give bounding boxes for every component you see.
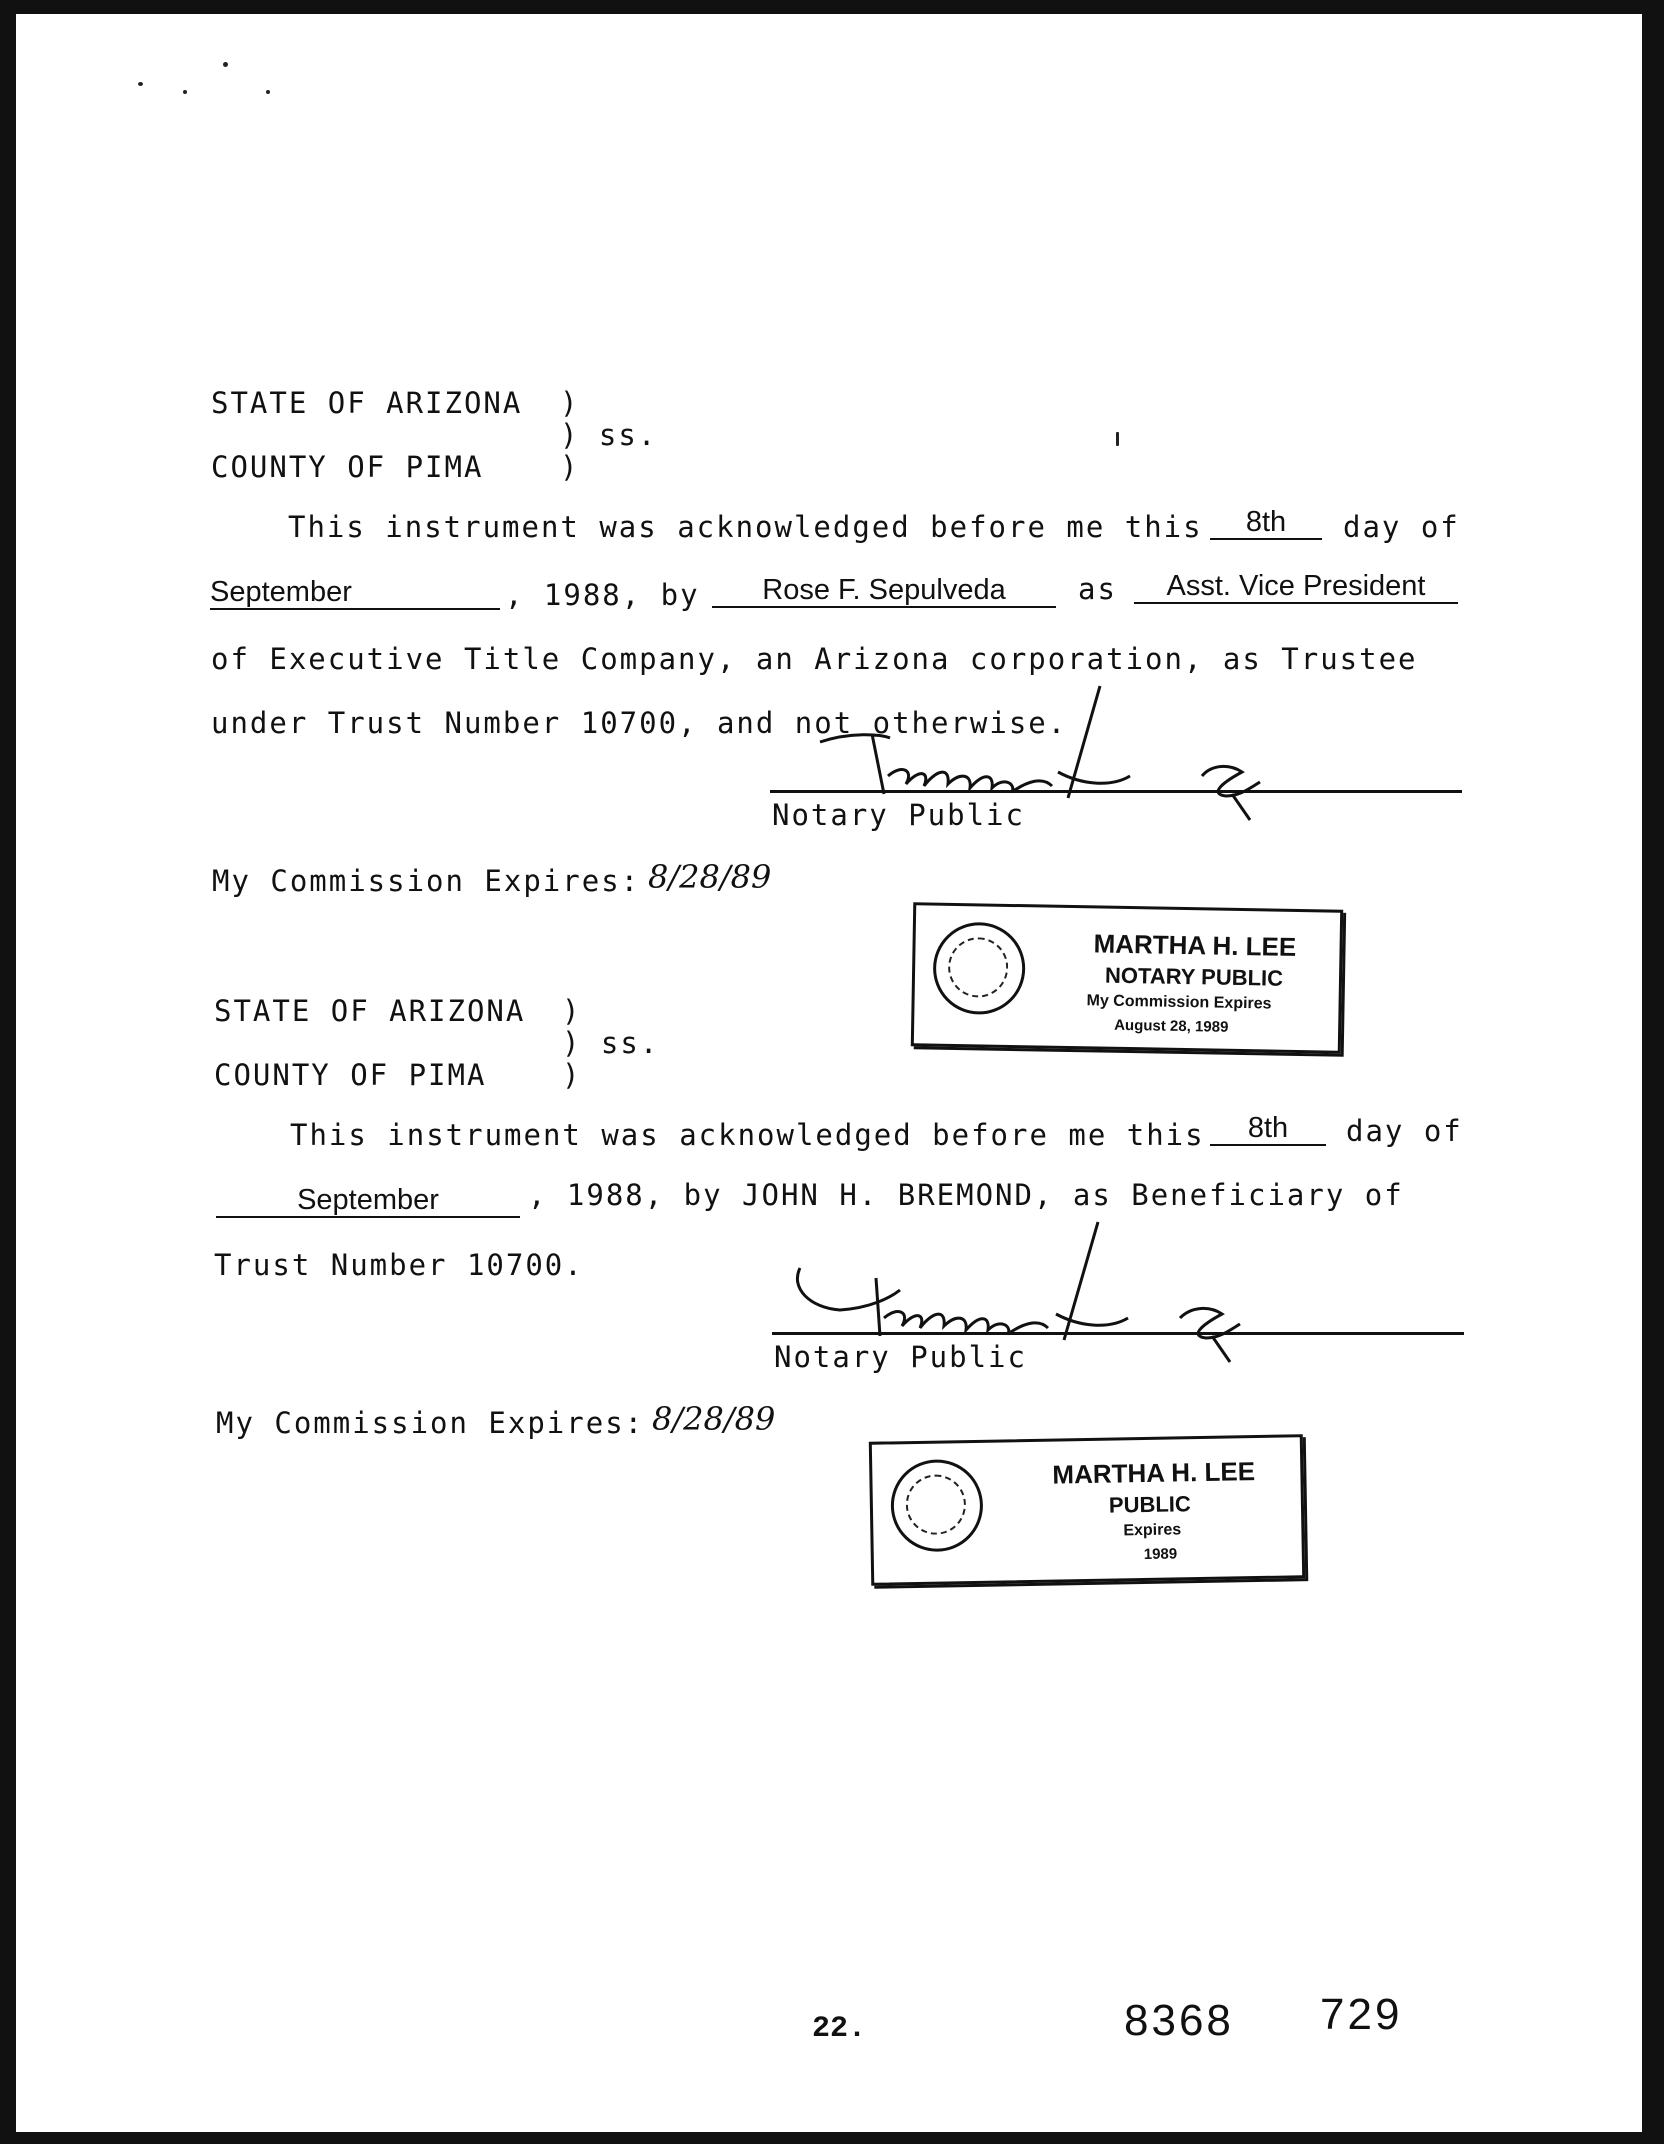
ack-day: 8th bbox=[1210, 1112, 1326, 1146]
scan-speck bbox=[183, 90, 187, 94]
scan-speck bbox=[138, 82, 143, 86]
notary-label: Notary Public bbox=[772, 798, 1025, 832]
notary-seal-icon bbox=[890, 1459, 984, 1553]
page-number: 22. bbox=[812, 2012, 867, 2046]
stamp-name: MARTHA H. LEE bbox=[1052, 1456, 1256, 1490]
commission-label: My Commission Expires: bbox=[212, 864, 641, 898]
ack-text: under Trust Number 10700, and not otherwise. bbox=[211, 706, 1068, 740]
scan-speck bbox=[266, 90, 270, 94]
ack-month: September bbox=[210, 576, 500, 610]
scan-border-bottom bbox=[0, 2132, 1664, 2144]
stamp-title: PUBLIC bbox=[1108, 1491, 1192, 1518]
ack-text: This instrument was acknowledged before me this bbox=[288, 510, 1203, 544]
venue-bracket: ) bbox=[560, 386, 580, 420]
commission-label: My Commission Expires: bbox=[216, 1406, 645, 1440]
scan-border-left bbox=[0, 0, 16, 2144]
notary-stamp bbox=[869, 1434, 1305, 1586]
stamp-expiry: 1989 bbox=[1143, 1545, 1178, 1564]
stamp-title: NOTARY PUBLIC bbox=[1104, 962, 1284, 991]
stamp-expiry: August 28, 1989 bbox=[1114, 1016, 1229, 1036]
venue-state: STATE OF ARIZONA bbox=[211, 386, 523, 420]
venue-bracket: ) bbox=[562, 994, 582, 1028]
ack-text: day of bbox=[1343, 510, 1460, 544]
ack-title: Asst. Vice President bbox=[1134, 570, 1458, 604]
venue-state: STATE OF ARIZONA bbox=[214, 994, 526, 1028]
recording-page-number: 729 bbox=[1320, 1990, 1403, 2039]
commission-date: 8/28/89 bbox=[648, 858, 772, 896]
scan-speck bbox=[1116, 432, 1119, 446]
venue-ss: ) ss. bbox=[560, 418, 658, 452]
ack-text: This instrument was acknowledged before me this bbox=[290, 1118, 1205, 1152]
scan-border-right bbox=[1642, 0, 1664, 2144]
stamp-name: MARTHA H. LEE bbox=[1093, 928, 1297, 962]
scan-border-top bbox=[0, 0, 1664, 14]
stamp-commission: My Commission Expires bbox=[1086, 992, 1272, 1013]
signature-line bbox=[770, 790, 1462, 793]
signature-line bbox=[772, 1332, 1464, 1335]
ack-text: , 1988, by bbox=[505, 578, 700, 612]
ack-text: , 1988, by JOHN H. BREMOND, as Beneficiary of bbox=[528, 1178, 1404, 1212]
venue-bracket: ) bbox=[560, 450, 580, 484]
venue-county: COUNTY OF PIMA bbox=[211, 450, 484, 484]
document-number: 8368 bbox=[1124, 1996, 1234, 2045]
venue-bracket: ) bbox=[562, 1058, 582, 1092]
ack-text: Trust Number 10700. bbox=[214, 1248, 584, 1282]
notary-stamp bbox=[911, 902, 1343, 1053]
ack-text: of Executive Title Company, an Arizona corporation, as Trustee bbox=[211, 642, 1418, 676]
ack-text: as bbox=[1078, 572, 1117, 606]
notary-label: Notary Public bbox=[774, 1340, 1027, 1374]
stamp-commission: Expires bbox=[1123, 1521, 1182, 1540]
notary-seal-icon bbox=[932, 922, 1026, 1016]
commission-date: 8/28/89 bbox=[652, 1400, 776, 1438]
ack-person: Rose F. Sepulveda bbox=[712, 574, 1056, 608]
venue-ss: ) ss. bbox=[562, 1026, 660, 1060]
scan-speck bbox=[223, 62, 228, 67]
ack-month: September bbox=[216, 1184, 520, 1218]
venue-county: COUNTY OF PIMA bbox=[214, 1058, 487, 1092]
ack-day: 8th bbox=[1210, 506, 1322, 540]
ack-text: day of bbox=[1346, 1114, 1463, 1148]
